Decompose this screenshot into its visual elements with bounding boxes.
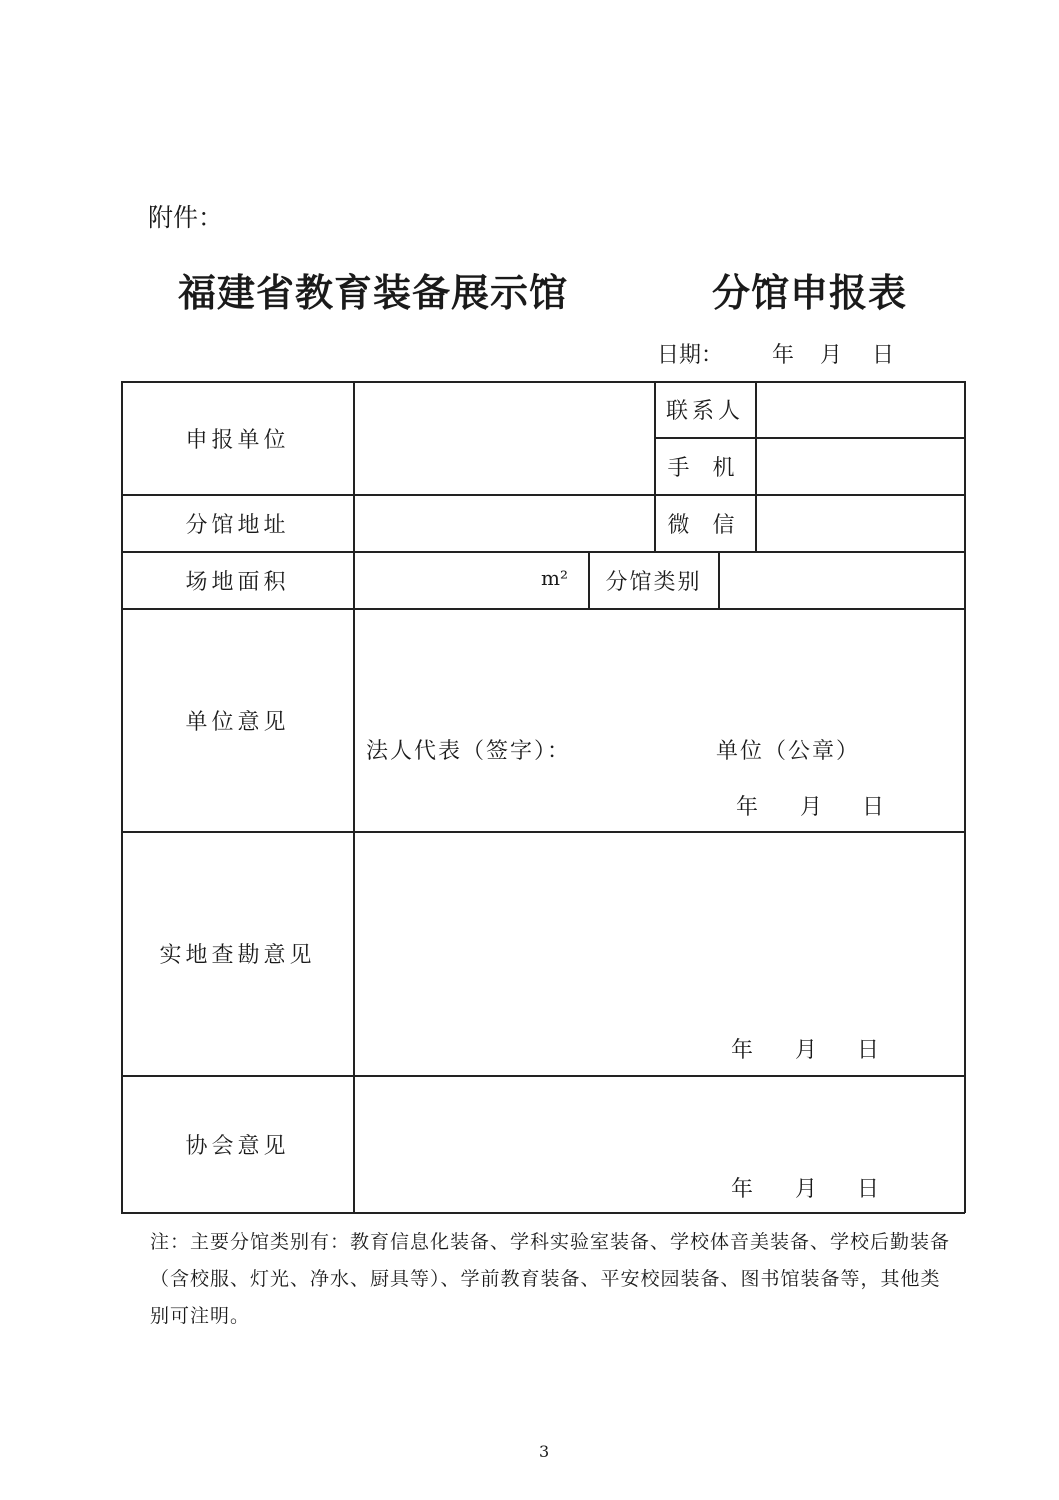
attachment-label: 附件： (148, 203, 224, 232)
site-inspection-label: 实地查勘意见 (159, 943, 316, 968)
contact-field[interactable] (757, 382, 963, 437)
date-day: 日 (872, 343, 895, 368)
site-inspection-day: 日 (857, 1038, 880, 1063)
phone-label: 手 机 (667, 455, 743, 481)
unit-opinion-month: 月 (800, 795, 823, 820)
category-label: 分馆类别 (605, 569, 702, 595)
applicant-label: 申报单位 (185, 427, 290, 453)
form-title-suffix: 分馆申报表 (712, 271, 908, 315)
area-unit: m² (541, 566, 568, 590)
phone-field[interactable] (757, 438, 963, 494)
applicant-field[interactable] (355, 382, 653, 494)
date-label: 日期： (657, 343, 724, 368)
wechat-label: 微 信 (667, 512, 743, 538)
date-year: 年 (772, 343, 795, 368)
legal-rep-signature-label: 法人代表（签字）： (366, 739, 572, 764)
form-title: 福建省教育装备展示馆 (178, 271, 569, 315)
site-inspection-year: 年 (731, 1038, 754, 1063)
address-field[interactable] (355, 495, 653, 551)
page-number: 3 (539, 1442, 550, 1461)
unit-opinion-year: 年 (736, 795, 759, 820)
unit-seal-label: 单位（公章） (716, 739, 861, 764)
contact-label: 联系人 (665, 399, 744, 424)
unit-opinion-day: 日 (862, 795, 885, 820)
association-opinion-label: 协会意见 (185, 1133, 290, 1159)
footnote: 注：主要分馆类别有：教育信息化装备、学科实验室装备、学校体音美装备、学校后勤装备（含校服、灯光、净水、厨具等）、学前教育装备、平安校园装备、图书馆装备等，其他类别可注明。 (150, 1231, 951, 1327)
date-month: 月 (820, 343, 843, 368)
association-opinion-year: 年 (731, 1177, 754, 1202)
unit-opinion-label: 单位意见 (185, 709, 290, 735)
wechat-field[interactable] (757, 495, 963, 551)
address-label: 分馆地址 (185, 512, 290, 538)
category-field[interactable] (720, 552, 963, 608)
association-opinion-day: 日 (857, 1177, 880, 1202)
site-inspection-month: 月 (795, 1038, 818, 1063)
association-opinion-month: 月 (795, 1177, 818, 1202)
area-label: 场地面积 (185, 569, 290, 595)
